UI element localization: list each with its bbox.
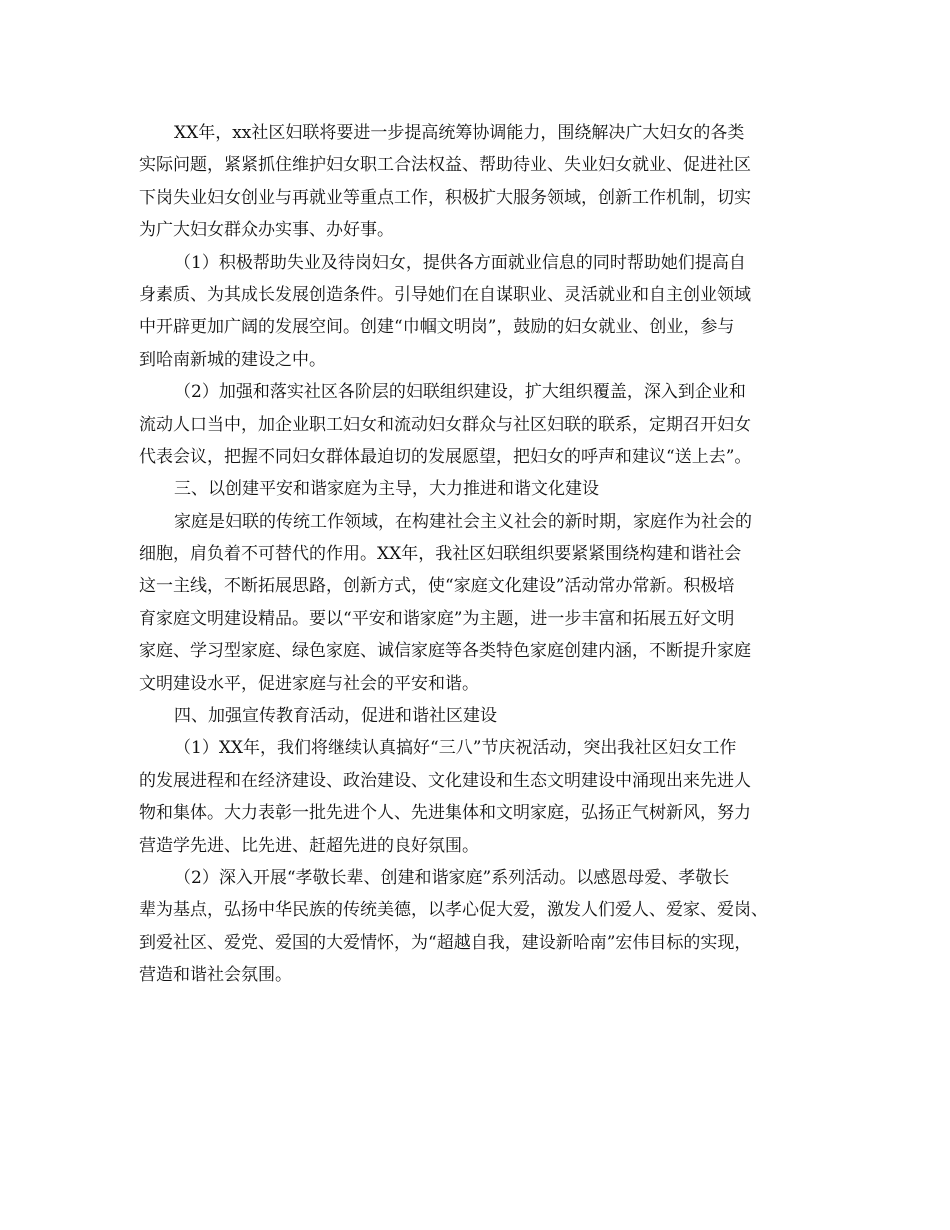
paragraph-line: 下岗失业妇女创业与再就业等重点工作，积极扩大服务领域，创新工作机制，切实 bbox=[139, 187, 751, 208]
section-heading bbox=[139, 700, 819, 732]
paragraph-line: 到哈南新城的建设之中。 bbox=[139, 349, 326, 370]
paragraph-line: 这一主线，不断拓展思路，创新方式，使“家庭文化建设”活动常办常新。积极培 bbox=[139, 576, 735, 597]
paragraph-line: 流动人口当中，加企业职工妇女和流动妇女群众与社区妇联的联系，定期召开妇女 bbox=[139, 414, 751, 435]
paragraph-line: 的发展进程和在经济建设、政治建设、文化建设和生态文明建设中涌现出来先进人 bbox=[139, 770, 751, 791]
paragraph-line: （1）积极帮助失业及待岗妇女，提供各方面就业信息的同时帮助她们提高自 bbox=[174, 252, 746, 273]
document-body bbox=[139, 117, 819, 992]
section-heading bbox=[139, 473, 819, 505]
paragraph-line: 到爱社区、爱党、爱国的大爱情怀，为“超越自我，建设新哈南”宏伟目标的实现， bbox=[139, 932, 752, 953]
paragraph-line: （2）加强和落实社区各阶层的妇联组织建设，扩大组织覆盖，深入到企业和 bbox=[174, 382, 746, 403]
body-paragraph bbox=[139, 862, 819, 992]
heading-text: 三、以创建平安和谐家庭为主导，大力推进和谐文化建设 bbox=[174, 479, 599, 500]
paragraph-line: 育家庭文明建设精品。要以“平安和谐家庭”为主题，进一步丰富和拓展五好文明 bbox=[139, 608, 735, 629]
heading-text: 四、加强宣传教育活动，促进和谐社区建设 bbox=[174, 706, 497, 727]
paragraph-line: 辈为基点，弘扬中华民族的传统美德，以孝心促大爱，激发人们爱人、爱家、爱岗、 bbox=[139, 900, 768, 921]
paragraph-line: 身素质、为其成长发展创造条件。引导她们在自谋职业、灵活就业和自主创业领域 bbox=[139, 284, 751, 305]
paragraph-line: 中开辟更加广阔的发展空间。创建“巾帼文明岗”，鼓励的妇女就业、创业，参与 bbox=[139, 317, 735, 338]
paragraph-line: （1）XX年，我们将继续认真搞好“三八”节庆祝活动，突出我社区妇女工作 bbox=[174, 738, 737, 759]
paragraph-line: 营造和谐社会氛围。 bbox=[139, 965, 292, 986]
body-paragraph bbox=[139, 732, 819, 862]
paragraph-line: 文明建设水平，促进家庭与社会的平安和谐。 bbox=[139, 673, 479, 694]
body-paragraph bbox=[139, 117, 819, 247]
paragraph-line: 营造学先进、比先进、赶超先进的良好氛围。 bbox=[139, 835, 479, 856]
paragraph-line: （2）深入开展“孝敬长辈、创建和谐家庭”系列活动。以感恩母爱、孝敬长 bbox=[174, 867, 730, 888]
paragraph-line: 家庭、学习型家庭、绿色家庭、诚信家庭等各类特色家庭创建内涵，不断提升家庭 bbox=[139, 641, 751, 662]
paragraph-line: 物和集体。大力表彰一批先进个人、先进集体和文明家庭，弘扬正气树新风，努力 bbox=[139, 803, 751, 824]
body-paragraph bbox=[139, 376, 819, 473]
paragraph-line: 为广大妇女群众办实事、办好事。 bbox=[139, 220, 394, 241]
paragraph-line: 实际问题，紧紧抓住维护妇女职工合法权益、帮助待业、失业妇女就业、促进社区 bbox=[139, 155, 751, 176]
paragraph-line: 家庭是妇联的传统工作领域，在构建社会主义社会的新时期，家庭作为社会的 bbox=[174, 511, 752, 532]
paragraph-line: 代表会议，把握不同妇女群体最迫切的发展愿望，把妇女的呼声和建议“送上去”。 bbox=[139, 446, 752, 467]
body-paragraph bbox=[139, 247, 819, 377]
paragraph-line: 细胞，肩负着不可替代的作用。XX年，我社区妇联组织要紧紧围绕构建和谐社会 bbox=[139, 544, 742, 565]
body-paragraph bbox=[139, 506, 819, 700]
paragraph-line: XX年，xx社区妇联将要进一步提高统筹协调能力，围绕解决广大妇女的各类 bbox=[174, 123, 745, 143]
